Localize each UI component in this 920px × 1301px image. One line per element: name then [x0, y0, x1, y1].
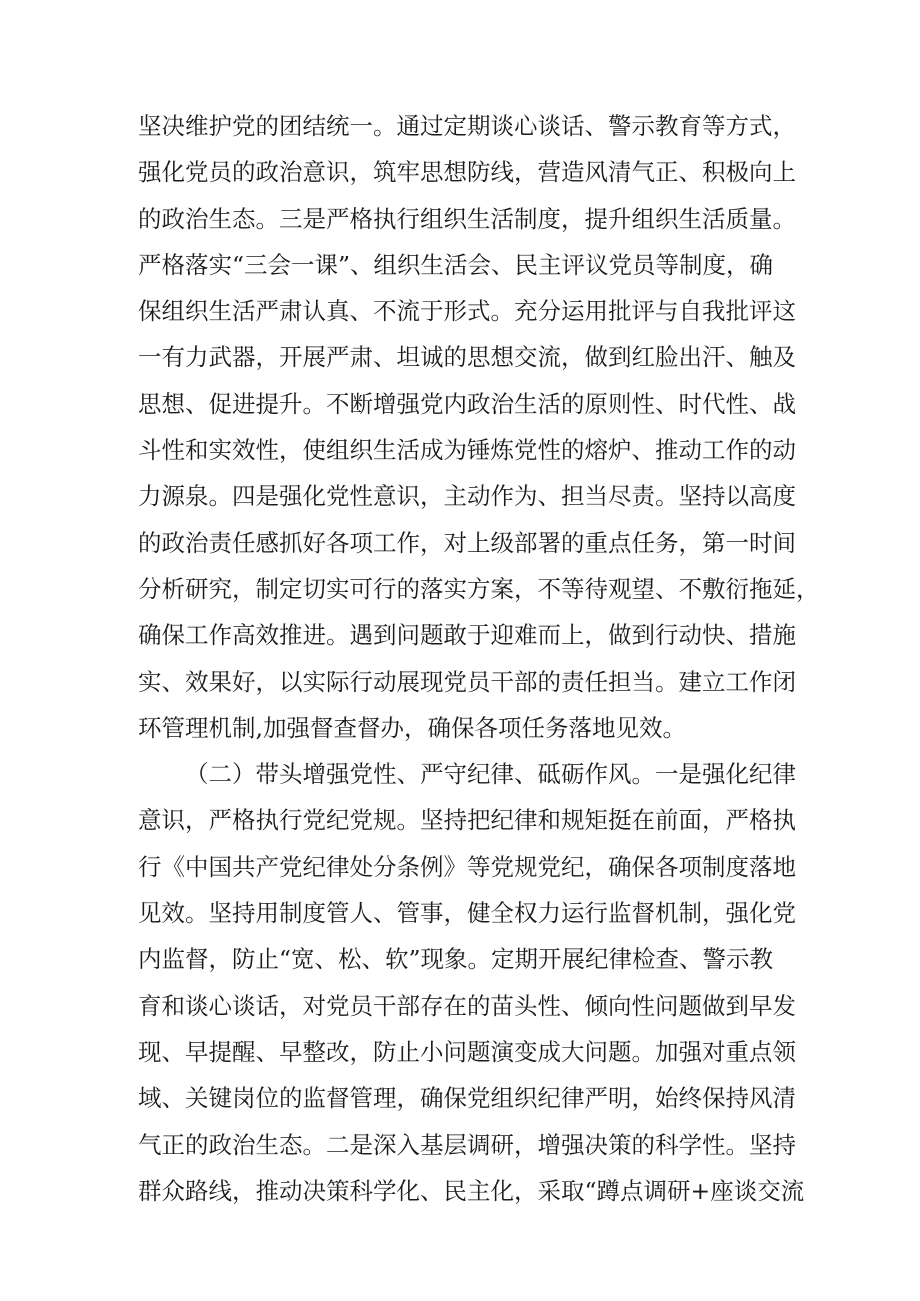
- text-line: 环管理机制,加强督查督办，确保各项任务落地见效。: [138, 713, 686, 742]
- text-line: 的政治生态。三是严格执行组织生活制度，提升组织生活质量。: [138, 204, 796, 233]
- text-line: 严格落实“三会一课”、组织生活会、民主评议党员等制度，确: [138, 250, 774, 279]
- text-line: 气正的政治生态。二是深入基层调研，增强决策的科学性。坚持: [138, 1130, 796, 1159]
- text-line: 见效。坚持用制度管人、管事，健全权力运行监督机制，强化党: [138, 899, 796, 928]
- text-line: 域、关键岗位的监督管理，确保党组织纪律严明，始终保持风清: [138, 1084, 796, 1113]
- text-line: 现、早提醒、早整改，防止小问题演变成大问题。加强对重点领: [138, 1037, 796, 1066]
- section-heading-line: （二）带头增强党性、严守纪律、砥砺作风。一是强化纪律: [185, 760, 796, 789]
- text-line: 分析研究，制定切实可行的落实方案，不等待观望、不敷衍拖延，: [138, 574, 820, 603]
- text-line: 保组织生活严肃认真、不流于形式。充分运用批评与自我批评这: [138, 297, 796, 326]
- text-line: 意识，严格执行党纪党规。坚持把纪律和规矩挺在前面，严格执: [138, 806, 796, 835]
- paragraph-1: [138, 103, 820, 751]
- text-line: 力源泉。四是强化党性意识，主动作为、担当尽责。坚持以高度: [138, 482, 796, 511]
- text-line: 思想、促进提升。不断增强党内政治生活的原则性、时代性、战: [138, 389, 796, 418]
- text-line: 一有力武器，开展严肃、坦诚的思想交流，做到红脸出汗、触及: [138, 343, 796, 372]
- text-line: 坚决维护党的团结统一。通过定期谈心谈话、警示教育等方式，: [138, 112, 796, 140]
- text-line: 确保工作高效推进。遇到问题敢于迎难而上，做到行动快、措施: [138, 621, 796, 650]
- text-line: 群众路线，推动决策科学化、民主化，采取“蹲点调研+座谈交流: [138, 1176, 805, 1205]
- document-body: [138, 103, 820, 1214]
- text-line: 强化党员的政治意识，筑牢思想防线，营造风清气正、积极向上: [138, 158, 796, 187]
- paragraph-2: [138, 751, 805, 1214]
- text-line: 实、效果好，以实际行动展现党员干部的责任担当。建立工作闭: [138, 667, 796, 696]
- text-line: 内监督，防止“宽、松、软”现象。定期开展纪律检查、警示教: [138, 945, 774, 974]
- text-line: 行《中国共产党纪律处分条例》等党规党纪，确保各项制度落地: [138, 852, 796, 881]
- text-line: 育和谈心谈话，对党员干部存在的苗头性、倾向性问题做到早发: [138, 991, 796, 1020]
- text-line: 的政治责任感抓好各项工作，对上级部署的重点任务，第一时间: [138, 528, 796, 557]
- text-line: 斗性和实效性，使组织生活成为锤炼党性的熔炉、推动工作的动: [138, 436, 796, 465]
